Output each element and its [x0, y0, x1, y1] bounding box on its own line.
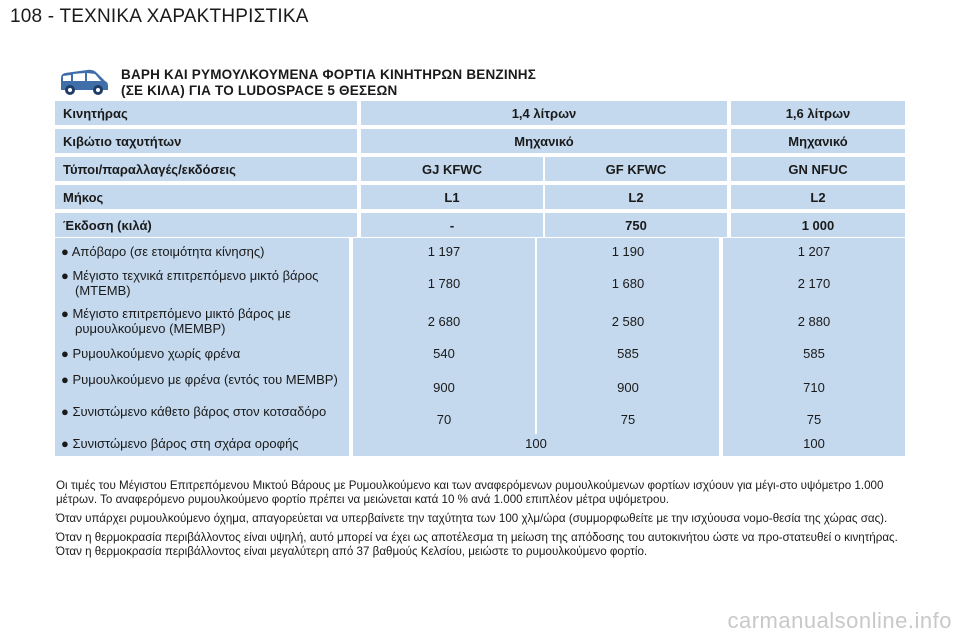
gearbox-label: Κιβώτιο ταχυτήτων	[55, 127, 359, 155]
length-row	[55, 183, 905, 211]
row-v3: 75	[806, 412, 822, 427]
row-label: ● Συνιστώμενο βάρος στη σχάρα οροφής	[61, 436, 299, 451]
roof-row	[55, 436, 905, 454]
row-label: ● Ρυμουλκούμενο χωρίς φρένα	[61, 346, 241, 361]
engine-label: Κινητήρας	[55, 101, 359, 127]
row-v1: 1 780	[427, 276, 461, 291]
row-v1: 540	[433, 346, 455, 361]
types-label: Τύποι/παραλλαγές/εκδόσεις	[55, 155, 359, 183]
row-v3: 100	[803, 436, 825, 451]
row-v2: 900	[617, 380, 639, 395]
version-v2: 750	[544, 211, 729, 239]
row-v3: 710	[803, 380, 825, 395]
version-label: Έκδοση (κιλά)	[55, 211, 359, 239]
row-v3: 2 170	[797, 276, 831, 291]
length-v1: L1	[359, 183, 544, 211]
version-v3: 1 000	[729, 211, 905, 239]
engine-b: 1,6 λίτρων	[729, 101, 905, 127]
engine-row	[55, 101, 905, 127]
note-paragraph: Όταν υπάρχει ρυμουλκούμενο όχημα, απαγορεύεται να υπερβαίνετε την ταχύτητα των 100 χλμ/ώρα (συμμορφωθείτε με την ισχύουσα νομο-θεσία της χώρας σας).	[56, 512, 888, 525]
row-v1: 900	[433, 380, 455, 395]
types-v3: GN NFUC	[729, 155, 905, 183]
row-v2: 1 680	[611, 276, 645, 291]
data-row	[55, 306, 905, 338]
row-label: ● Συνιστώμενο κάθετο βάρος στον κοτσαδόρο	[61, 404, 327, 419]
van-icon	[57, 66, 111, 98]
note-paragraph: Όταν η θερμοκρασία περιβάλλοντος είναι υψηλή, αυτό μπορεί να έχει ως αποτέλεσμα τη μείωση της απόδοσης του αυτοκινήτου ώστε να προ-στατευθεί ο κινητήρας. Όταν η θερμοκρασία περιβάλλοντος είναι μεγαλύτερη από 37 βαθμούς Κελσίου, μειώστε το ρυμουλκούμενο φορτίο.	[56, 531, 898, 558]
types-row	[55, 155, 905, 183]
row-v3: 2 880	[797, 314, 831, 329]
row-v2: 585	[617, 346, 639, 361]
data-row	[55, 404, 905, 436]
length-v2: L2	[544, 183, 729, 211]
gearbox-row	[55, 127, 905, 155]
engine-a: 1,4 λίτρων	[359, 101, 729, 127]
types-v1: GJ KFWC	[359, 155, 544, 183]
types-v2: GF KFWC	[544, 155, 729, 183]
row-v3: 585	[803, 346, 825, 361]
notes	[56, 479, 906, 564]
row-v1: 70	[436, 412, 452, 427]
gearbox-b: Μηχανικό	[729, 127, 905, 155]
data-row	[55, 346, 905, 364]
row-v12: 100	[525, 436, 547, 451]
row-v1: 1 197	[427, 244, 461, 259]
length-v3: L2	[729, 183, 905, 211]
data-block	[55, 238, 905, 456]
weights-table	[55, 101, 905, 241]
version-v1: -	[359, 211, 544, 239]
watermark: carmanualsonline.info	[727, 608, 952, 633]
row-label: ● Μέγιστο επιτρεπόμενο μικτό βάρος με ρυμουλκούμενο (MEMBP)	[61, 306, 291, 336]
note-paragraph: Οι τιμές του Μέγιστου Επιτρεπόμενου Μικτού Βάρους με Ρυμουλκούμενο και των αναφερόμενων ρυμουλκούμενων φορτίων ισχύουν για μέγι-στο υψόμετρο 1.000 μέτρων. Το αναφερόμενο ρυμουλκούμενο φορτίο πρέπει να μειώνεται κατά 10 % ανά 1.000 επιπλέον μέτρα υψόμετρου.	[56, 479, 884, 506]
version-row	[55, 211, 905, 239]
section-title-line1: ΒΑΡΗ ΚΑΙ ΡΥΜΟΥΛΚΟΥΜΕΝΑ ΦΟΡΤΙΑ ΚΙΝΗΤΗΡΩΝ ΒΕΝΖΙΝΗΣ	[121, 67, 537, 82]
gearbox-a: Μηχανικό	[359, 127, 729, 155]
section-title	[121, 67, 536, 99]
row-v1: 2 680	[427, 314, 461, 329]
row-v2: 1 190	[611, 244, 645, 259]
row-label: ● Ρυμουλκούμενο με φρένα (εντός του MEMBP)	[61, 372, 338, 387]
row-v3: 1 207	[797, 244, 831, 259]
page-header: 108 - ΤΕΧΝΙΚΑ ΧΑΡΑΚΤΗΡΙΣΤΙΚΑ	[10, 6, 309, 27]
data-row	[55, 372, 905, 404]
row-label: ● Μέγιστο τεχνικά επιτρεπόμενο μικτό βάρος (MTEMB)	[61, 268, 319, 298]
length-label: Μήκος	[55, 183, 359, 211]
section-title-line2: (ΣΕ ΚΙΛΑ) ΓΙΑ ΤΟ LUDOSPACE 5 ΘΕΣΕΩΝ	[121, 83, 398, 98]
row-label: ● Απόβαρο (σε ετοιμότητα κίνησης)	[61, 244, 265, 259]
data-row	[55, 244, 905, 262]
row-v2: 2 580	[611, 314, 645, 329]
row-v2: 75	[620, 412, 636, 427]
data-row	[55, 268, 905, 300]
